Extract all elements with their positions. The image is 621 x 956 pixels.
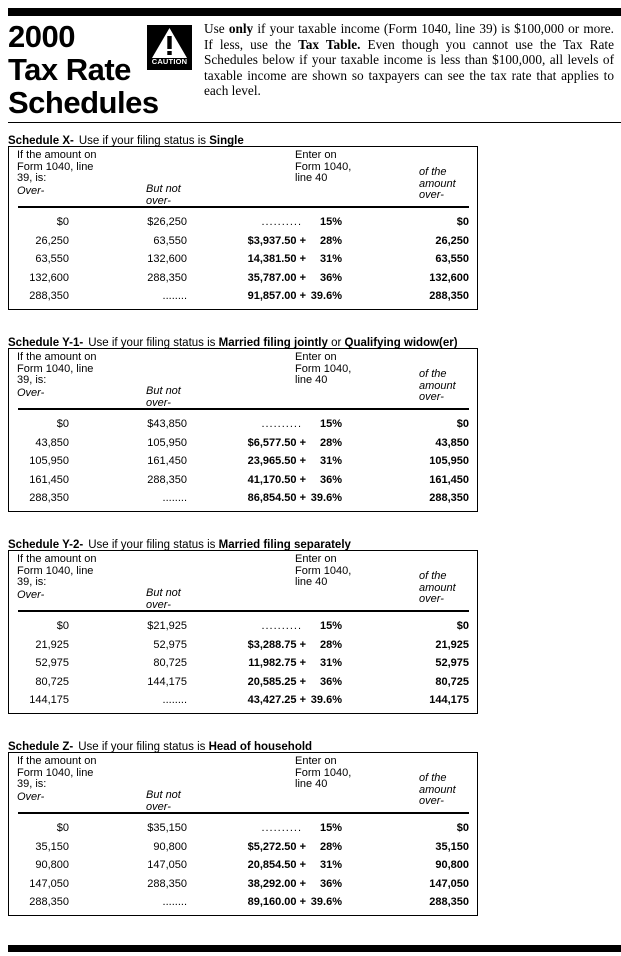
col-header-text: Form 1040, line bbox=[17, 362, 94, 375]
cell-tax bbox=[244, 691, 342, 709]
schedule-x bbox=[8, 135, 478, 310]
cell-of-amount-over: 90,800 bbox=[435, 859, 469, 871]
cell-tax bbox=[261, 617, 342, 635]
header-underline bbox=[18, 206, 469, 208]
cell-of-amount-over: 63,550 bbox=[435, 253, 469, 265]
cell-over: $0 bbox=[56, 620, 69, 632]
col-header-text: of the bbox=[419, 570, 447, 582]
cell-but-not-over: $35,150 bbox=[147, 822, 187, 834]
header-underline bbox=[18, 812, 469, 814]
table-row bbox=[9, 875, 477, 893]
cell-base-tax: 43,427.25 + bbox=[247, 694, 306, 706]
cell-over: $0 bbox=[56, 216, 69, 228]
cell-tax bbox=[244, 434, 342, 452]
cell-rate: 15% bbox=[319, 418, 342, 430]
col-header-of-amount-over bbox=[419, 571, 469, 606]
cell-but-not-over: $26,250 bbox=[147, 216, 187, 228]
col-header-text: Form 1040, bbox=[295, 362, 352, 375]
cell-base-tax: 41,170.50 + bbox=[247, 473, 306, 486]
cell-tax bbox=[261, 213, 342, 231]
cell-tax bbox=[244, 232, 342, 250]
col-header-text: But not bbox=[146, 183, 181, 195]
col-header-over bbox=[17, 554, 147, 601]
cell-over: 144,175 bbox=[29, 694, 69, 706]
header-underline bbox=[18, 408, 469, 410]
schedule-y-1 bbox=[8, 337, 478, 512]
cell-rate: 36% bbox=[319, 675, 342, 688]
cell-over: 147,050 bbox=[29, 877, 69, 890]
cell-but-not-over: 144,175 bbox=[147, 675, 187, 688]
schedule-table bbox=[8, 348, 478, 512]
cell-base-tax: 23,965.50 + bbox=[247, 455, 306, 467]
cell-rate: 36% bbox=[319, 473, 342, 486]
cell-but-not-over: 80,725 bbox=[153, 657, 187, 669]
cell-but-not-over: 105,950 bbox=[147, 436, 187, 449]
col-header-over bbox=[17, 150, 147, 197]
cell-of-amount-over: 288,350 bbox=[429, 492, 469, 504]
table-row bbox=[9, 636, 477, 654]
col-header-text: over- bbox=[146, 598, 171, 611]
cell-over: 43,850 bbox=[35, 436, 69, 449]
table-row bbox=[9, 269, 477, 287]
intro-part: Use bbox=[204, 21, 229, 36]
cell-but-not-over: $21,925 bbox=[147, 620, 187, 632]
cell-over: 21,925 bbox=[35, 638, 69, 651]
cell-but-not-over: 288,350 bbox=[147, 473, 187, 486]
table-row bbox=[9, 856, 477, 874]
col-header-text: But not bbox=[146, 789, 181, 801]
col-header-text: 39, is: bbox=[17, 374, 47, 386]
cell-of-amount-over: $0 bbox=[456, 216, 469, 228]
intro-text bbox=[204, 21, 614, 99]
cell-of-amount-over: 144,175 bbox=[429, 694, 469, 706]
col-header-text: 39, is: bbox=[17, 576, 47, 588]
col-header-text: line 40 bbox=[295, 778, 328, 790]
cell-but-not-over: 161,450 bbox=[147, 455, 187, 467]
filing-status-sep: or bbox=[327, 337, 345, 349]
table-row bbox=[9, 434, 477, 452]
cell-base-tax: $5,272.50 + bbox=[247, 840, 306, 853]
col-header-text: If the amount on bbox=[17, 755, 97, 767]
col-header-over bbox=[17, 756, 147, 803]
col-header-text: Form 1040, line bbox=[17, 564, 94, 577]
cell-over: 52,975 bbox=[35, 657, 69, 669]
cell-base-tax: 35,787.00 + bbox=[247, 271, 306, 284]
col-header-text: of the bbox=[419, 368, 447, 380]
cell-over: 26,250 bbox=[35, 234, 69, 247]
cell-but-not-over: 288,350 bbox=[147, 271, 187, 284]
col-header-text: line 40 bbox=[295, 374, 328, 386]
col-header-text: If the amount on bbox=[17, 149, 97, 161]
cell-but-not-over: 90,800 bbox=[153, 840, 187, 853]
cell-over: $0 bbox=[56, 418, 69, 430]
cell-rate: 31% bbox=[319, 253, 342, 265]
leader-dots: .......... bbox=[261, 822, 302, 834]
col-header-text: Form 1040, line bbox=[17, 766, 94, 779]
schedule-y-2 bbox=[8, 539, 478, 714]
cell-of-amount-over: 52,975 bbox=[435, 657, 469, 669]
cell-rate: 39.6% bbox=[310, 694, 342, 706]
col-header-text: of the bbox=[419, 772, 447, 784]
cell-rate: 39.6% bbox=[310, 290, 342, 302]
col-header-text: over- bbox=[419, 593, 444, 605]
cell-over: 288,350 bbox=[29, 492, 69, 504]
cell-tax bbox=[244, 856, 342, 874]
cell-tax bbox=[244, 471, 342, 489]
cell-tax bbox=[244, 875, 342, 893]
col-header-enter-on bbox=[295, 554, 351, 589]
table-row bbox=[9, 232, 477, 250]
col-header-over bbox=[17, 352, 147, 399]
cell-of-amount-over: 43,850 bbox=[435, 436, 469, 449]
cell-but-not-over: ........ bbox=[162, 290, 187, 302]
filing-status: Married filing jointly bbox=[218, 337, 328, 349]
cell-rate: 31% bbox=[319, 455, 342, 467]
intro-bold-tax-table: Tax Table. bbox=[298, 36, 361, 52]
schedule-prefix: Use if your filing status is bbox=[78, 741, 209, 753]
title-line-tax-rate: Tax Rate bbox=[8, 52, 131, 87]
cell-rate: 15% bbox=[319, 216, 342, 228]
cell-base-tax: 20,854.50 + bbox=[247, 859, 306, 871]
table-row bbox=[9, 617, 477, 635]
cell-over: 161,450 bbox=[29, 473, 69, 486]
cell-of-amount-over: $0 bbox=[456, 620, 469, 632]
cell-but-not-over: 52,975 bbox=[153, 638, 187, 651]
col-header-enter-on bbox=[295, 756, 351, 791]
cell-over: 90,800 bbox=[35, 859, 69, 871]
col-header-text: Form 1040, bbox=[295, 564, 352, 577]
cell-tax bbox=[244, 636, 342, 654]
col-header-text: If the amount on bbox=[17, 553, 97, 565]
intro-bold-only: only bbox=[228, 21, 254, 36]
cell-of-amount-over: 132,600 bbox=[429, 271, 469, 284]
col-header-text: over- bbox=[146, 396, 171, 409]
cell-rate: 28% bbox=[319, 234, 342, 247]
cell-of-amount-over: $0 bbox=[456, 418, 469, 430]
col-header-text: line 40 bbox=[295, 576, 328, 588]
cell-rate: 28% bbox=[319, 436, 342, 449]
cell-of-amount-over: 105,950 bbox=[429, 455, 469, 467]
col-header-text: Form 1040, bbox=[295, 766, 352, 779]
page-title bbox=[8, 20, 159, 119]
schedule-prefix: Use if your filing status is bbox=[78, 135, 210, 147]
col-header-text: amount bbox=[419, 783, 456, 796]
cell-over: 105,950 bbox=[29, 455, 69, 467]
caution-icon bbox=[147, 25, 192, 70]
col-header-enter-on bbox=[295, 352, 351, 387]
cell-base-tax: 91,857.00 + bbox=[247, 290, 306, 302]
title-line-schedules: Schedules bbox=[8, 85, 159, 120]
col-header-text: Form 1040, line bbox=[17, 160, 94, 173]
cell-base-tax: $6,577.50 + bbox=[247, 436, 306, 449]
schedule-code: Schedule Y-1- bbox=[8, 337, 84, 349]
col-header-text: Form 1040, bbox=[295, 160, 352, 173]
col-header-text: Enter on bbox=[295, 553, 337, 565]
col-header-text: 39, is: bbox=[17, 778, 47, 790]
table-row bbox=[9, 415, 477, 433]
cell-base-tax: 11,982.75 + bbox=[248, 657, 306, 669]
cell-tax bbox=[244, 489, 342, 507]
leader-dots: .......... bbox=[261, 620, 302, 632]
cell-tax bbox=[244, 287, 342, 305]
cell-base-tax: 20,585.25 + bbox=[247, 675, 306, 688]
col-header-text: Over- bbox=[17, 184, 45, 197]
cell-rate: 28% bbox=[319, 840, 342, 853]
col-header-text: over- bbox=[419, 189, 444, 201]
col-header-text: line 40 bbox=[295, 172, 328, 184]
intro-part: if your taxable income (Form 1040, line 39) is $100,000 or more. If less, use the bbox=[204, 21, 614, 52]
cell-over: 288,350 bbox=[29, 896, 69, 908]
cell-but-not-over: ........ bbox=[162, 694, 187, 706]
cell-base-tax: $3,288.75 + bbox=[247, 638, 306, 651]
table-row bbox=[9, 213, 477, 231]
col-header-text: Enter on bbox=[295, 149, 337, 161]
cell-rate: 15% bbox=[319, 620, 342, 632]
cell-but-not-over: 288,350 bbox=[147, 877, 187, 890]
schedule-code: Schedule Y-2- bbox=[8, 539, 84, 551]
col-header-but-not-over bbox=[146, 588, 181, 611]
top-rule bbox=[8, 8, 621, 16]
col-header-text: over- bbox=[419, 795, 444, 807]
cell-tax bbox=[244, 452, 342, 470]
col-header-text: 39, is: bbox=[17, 172, 47, 184]
cell-base-tax: 86,854.50 + bbox=[247, 492, 306, 504]
schedule-prefix: Use if your filing status is bbox=[88, 337, 219, 349]
col-header-text: But not bbox=[146, 587, 181, 599]
filing-status-alt: Qualifying widow(er) bbox=[344, 337, 458, 349]
cell-of-amount-over: 80,725 bbox=[435, 675, 469, 688]
col-header-of-amount-over bbox=[419, 369, 469, 404]
cell-over: 132,600 bbox=[29, 271, 69, 284]
cell-rate: 36% bbox=[319, 271, 342, 284]
cell-over: 80,725 bbox=[35, 675, 69, 688]
cell-but-not-over: ........ bbox=[162, 492, 187, 504]
col-header-text: of the bbox=[419, 166, 447, 178]
schedule-z bbox=[8, 741, 478, 916]
cell-tax bbox=[261, 415, 342, 433]
header-underline bbox=[18, 610, 469, 612]
cell-of-amount-over: 147,050 bbox=[429, 877, 469, 890]
cell-rate: 31% bbox=[319, 657, 342, 669]
cell-tax bbox=[244, 893, 342, 911]
col-header-text: amount bbox=[419, 177, 456, 190]
cell-over: 35,150 bbox=[35, 840, 69, 853]
cell-base-tax: 14,381.50 + bbox=[247, 253, 306, 265]
table-row bbox=[9, 673, 477, 691]
cell-tax bbox=[244, 838, 342, 856]
schedule-table bbox=[8, 146, 478, 310]
leader-dots: .......... bbox=[261, 216, 302, 228]
cell-base-tax: 89,160.00 + bbox=[247, 896, 306, 908]
col-header-text: Over- bbox=[17, 588, 45, 601]
cell-rate: 39.6% bbox=[310, 492, 342, 504]
table-row bbox=[9, 489, 477, 507]
cell-of-amount-over: 21,925 bbox=[435, 638, 469, 651]
cell-of-amount-over: 161,450 bbox=[429, 473, 469, 486]
intro-part: Even though you cannot use the Tax Rate Schedules below if your taxable income is less than $100,000, all levels of taxable income are shown so taxpayers can see the tax rate that applies to each level. bbox=[204, 36, 614, 99]
cell-rate: 36% bbox=[319, 877, 342, 890]
table-row bbox=[9, 287, 477, 305]
col-header-text: Enter on bbox=[295, 351, 337, 363]
header-divider bbox=[8, 122, 621, 123]
col-header-of-amount-over bbox=[419, 167, 469, 202]
col-header-text: amount bbox=[419, 581, 456, 594]
cell-but-not-over: ........ bbox=[162, 896, 187, 908]
col-header-text: Over- bbox=[17, 386, 45, 399]
schedule-prefix: Use if your filing status is bbox=[88, 539, 219, 551]
cell-but-not-over: 132,600 bbox=[147, 253, 187, 265]
cell-rate: 15% bbox=[319, 822, 342, 834]
schedule-code: Schedule X- bbox=[8, 135, 74, 147]
cell-tax bbox=[244, 250, 342, 268]
schedule-table bbox=[8, 752, 478, 916]
filing-status: Married filing separately bbox=[218, 539, 351, 551]
cell-of-amount-over: 288,350 bbox=[429, 896, 469, 908]
col-header-text: amount bbox=[419, 379, 456, 392]
cell-rate: 28% bbox=[319, 638, 342, 651]
title-line-year: 2000 bbox=[8, 19, 75, 54]
table-row bbox=[9, 893, 477, 911]
cell-rate: 31% bbox=[319, 859, 342, 871]
cell-over: $0 bbox=[56, 822, 69, 834]
col-header-but-not-over bbox=[146, 184, 181, 207]
table-row bbox=[9, 838, 477, 856]
table-row bbox=[9, 452, 477, 470]
col-header-but-not-over bbox=[146, 386, 181, 409]
schedule-code: Schedule Z- bbox=[8, 741, 74, 753]
cell-of-amount-over: 35,150 bbox=[435, 840, 469, 853]
col-header-of-amount-over bbox=[419, 773, 469, 808]
table-row bbox=[9, 654, 477, 672]
leader-dots: .......... bbox=[261, 418, 302, 430]
table-row bbox=[9, 691, 477, 709]
cell-but-not-over: $43,850 bbox=[147, 418, 187, 430]
col-header-text: over- bbox=[419, 391, 444, 403]
col-header-text: over- bbox=[146, 800, 171, 813]
schedule-table bbox=[8, 550, 478, 714]
filing-status: Single bbox=[209, 135, 244, 147]
cell-but-not-over: 147,050 bbox=[147, 859, 187, 871]
caution-label: CAUTION bbox=[151, 57, 188, 66]
cell-but-not-over: 63,550 bbox=[153, 234, 187, 247]
col-header-text: Enter on bbox=[295, 755, 337, 767]
cell-tax bbox=[261, 819, 342, 837]
cell-of-amount-over: 26,250 bbox=[435, 234, 469, 247]
cell-over: 288,350 bbox=[29, 290, 69, 302]
bottom-rule bbox=[8, 945, 621, 952]
col-header-text: over- bbox=[146, 194, 171, 207]
col-header-but-not-over bbox=[146, 790, 181, 813]
cell-of-amount-over: $0 bbox=[456, 822, 469, 834]
cell-rate: 39.6% bbox=[310, 896, 342, 908]
cell-over: 63,550 bbox=[35, 253, 69, 265]
col-header-text: But not bbox=[146, 385, 181, 397]
cell-base-tax: $3,937.50 + bbox=[247, 234, 306, 247]
col-header-enter-on bbox=[295, 150, 351, 185]
filing-status: Head of household bbox=[208, 741, 313, 753]
cell-tax bbox=[244, 269, 342, 287]
table-row bbox=[9, 250, 477, 268]
col-header-text: If the amount on bbox=[17, 351, 97, 363]
table-row bbox=[9, 471, 477, 489]
table-row bbox=[9, 819, 477, 837]
col-header-text: Over- bbox=[17, 790, 45, 803]
cell-tax bbox=[244, 673, 342, 691]
cell-of-amount-over: 288,350 bbox=[429, 290, 469, 302]
cell-tax bbox=[244, 654, 342, 672]
cell-base-tax: 38,292.00 + bbox=[247, 877, 306, 890]
